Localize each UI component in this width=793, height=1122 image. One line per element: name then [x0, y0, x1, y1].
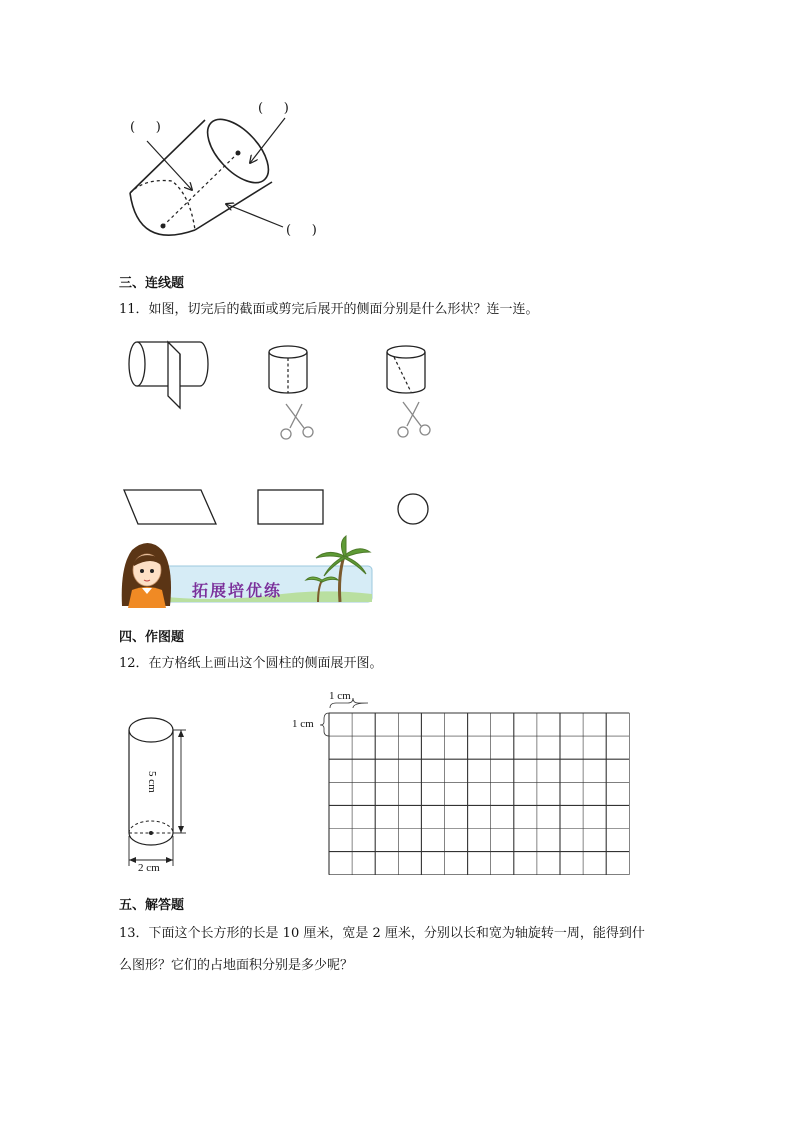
grid-unit-height-label: 1 cm [292, 718, 314, 730]
section3-heading: 三、连线题 [119, 276, 185, 291]
grid-unit-width-label: 1 cm [329, 690, 351, 702]
question-13-line2: 么图形？它们的占地面积分别是多少呢？ [119, 958, 354, 973]
section5-heading: 五、解答题 [119, 898, 185, 913]
diameter-label: 2 cm [138, 862, 160, 874]
answer-paren-top-right[interactable]: ( ) [258, 101, 289, 116]
banner-title: 拓展培优练 [192, 581, 283, 600]
answer-paren-bottom-right[interactable]: ( ) [286, 223, 317, 238]
question-12: 12．在方格纸上画出这个圆柱的侧面展开图。 [119, 656, 383, 671]
height-label: 5 cm [146, 771, 158, 793]
section4-heading: 四、作图题 [119, 630, 185, 645]
question-13-line1: 13．下面这个长方形的长是 10 厘米，宽是 2 厘米，分别以长和宽为轴旋转一周，能得到什 [119, 926, 645, 941]
answer-paren-top-left[interactable]: ( ) [130, 120, 161, 135]
question-11: 11．如图，切完后的截面或剪完后展开的侧面分别是什么形状？连一连。 [119, 302, 539, 317]
